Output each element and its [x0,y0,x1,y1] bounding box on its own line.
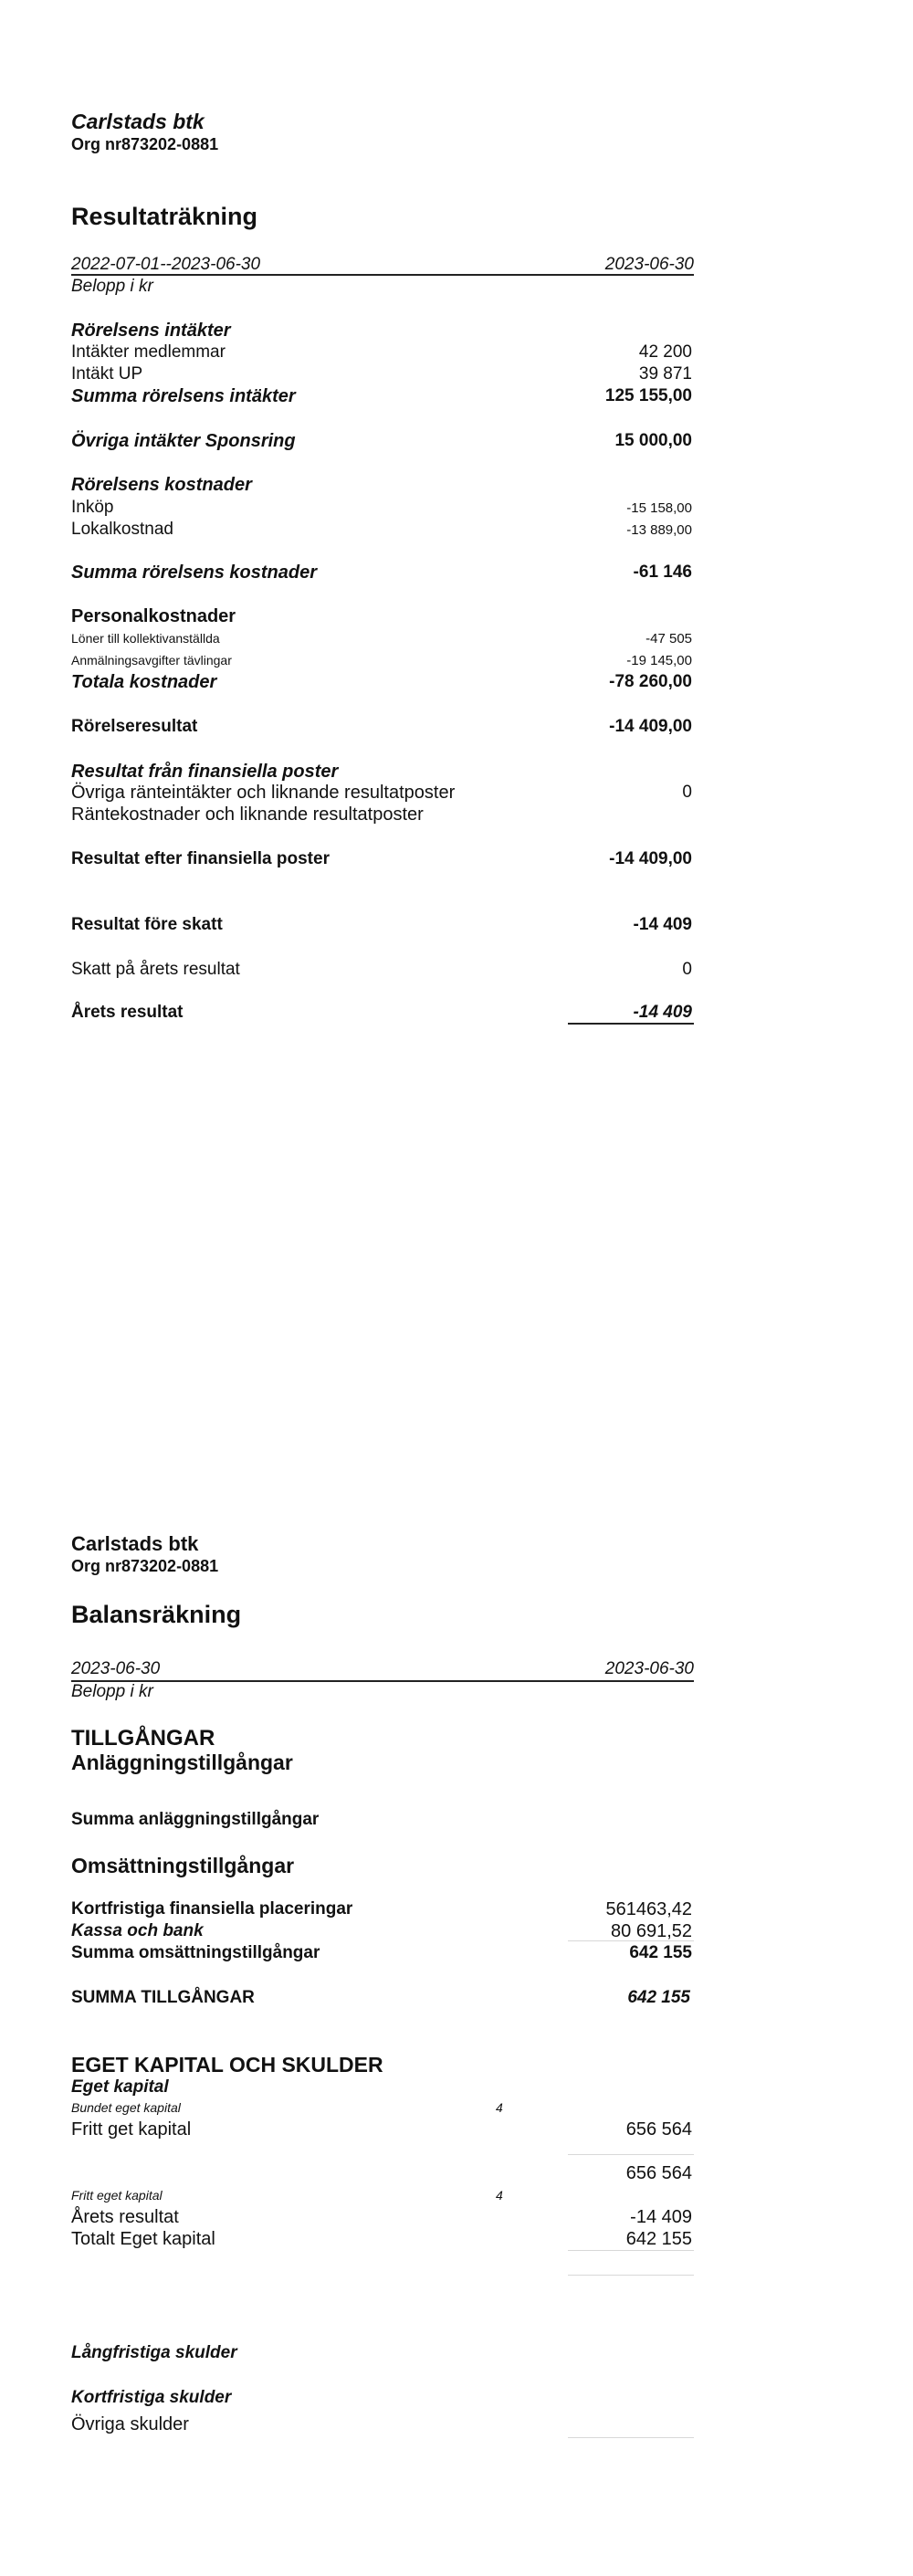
date-left-label: 2023-06-30 [71,1659,161,1678]
company-name: Carlstads btk [71,110,205,133]
value-subtotal-eget: 656 564 [625,2163,692,2183]
company-name: Carlstads btk [71,1532,199,1555]
page-title: Balansräkning [71,1601,242,1628]
header-rule [71,274,694,276]
row-summa-tillgangar: SUMMA TILLGÅNGAR [71,1988,255,2007]
heading-omsattning: Omsättningstillgångar [71,1854,295,1877]
value-loner: -47 505 [645,631,692,647]
row-summa-kostnader: Summa rörelsens kostnader [71,563,317,583]
row-bundet-eget-kapital: Bundet eget kapital [71,2100,181,2115]
section-rorelsens-intakter: Rörelsens intäkter [71,321,231,341]
row-summa-anlaggning: Summa anläggningstillgångar [71,1810,320,1829]
heading-langfristiga-skulder: Långfristiga skulder [71,2343,237,2362]
value-arets-resultat: -14 409 [630,2207,692,2227]
value-ovriga-intakter: 15 000,00 [614,431,692,450]
section-personalkostnader: Personalkostnader [71,606,236,626]
subtotal-rule [568,1940,694,1941]
value-efter-finansiella: -14 409,00 [609,849,692,868]
row-fritt-eget-kapital: Fritt eget kapital [71,2188,163,2203]
note-fritt-eget: 4 [496,2188,503,2203]
value-intakt-up: 39 871 [638,364,692,384]
row-loner: Löner till kollektivanställda [71,631,220,646]
value-summa-kostnader: -61 146 [633,563,692,582]
value-totala-kostnader: -78 260,00 [609,672,692,691]
row-ovriga-skulder: Övriga skulder [71,2414,189,2434]
value-totalt-eget-kapital: 642 155 [625,2229,692,2249]
row-arets-resultat: Årets resultat [71,2207,179,2227]
row-ranteintakter: Övriga ränteintäkter och liknande resultatposter [71,783,456,803]
section-rorelsens-kostnader: Rörelsens kostnader [71,475,252,495]
row-summa-intakter: Summa rörelsens intäkter [71,386,296,406]
row-kortfristiga-placeringar: Kortfristiga finansiella placeringar [71,1899,353,1919]
note-bundet: 4 [496,2100,503,2115]
row-lokalkostnad: Lokalkostnad [71,520,173,539]
section-finansiella-poster: Resultat från finansiella poster [71,762,339,782]
value-summa-omsattning: 642 155 [629,1943,692,1962]
heading-tillgangar: TILLGÅNGAR [71,1726,215,1751]
heading-eget-kapital-skulder: EGET KAPITAL OCH SKULDER [71,2053,383,2077]
period-label: 2022-07-01--2023-06-30 [71,255,261,274]
unit-label: Belopp i kr [71,277,153,296]
value-anmalning: -19 145,00 [626,653,692,668]
row-kassa-bank: Kassa och bank [71,1921,204,1940]
row-fritt-get-kapital: Fritt get kapital [71,2119,192,2140]
value-skatt: 0 [682,960,692,979]
result-underline [568,1023,694,1025]
value-kassa-bank: 80 691,52 [611,1921,692,1941]
value-intakter-medlemmar: 42 200 [638,342,692,362]
value-ranteintakter: 0 [682,783,692,802]
total-rule [568,2250,694,2251]
value-arets-resultat: -14 409 [633,1003,692,1022]
page-title: Resultaträkning [71,203,258,230]
value-inkop: -15 158,00 [626,500,692,516]
row-totalt-eget-kapital: Totalt Eget kapital [71,2229,215,2249]
date-label: 2023-06-30 [604,255,694,274]
value-kortfristiga-placeringar: 561463,42 [605,1899,692,1919]
value-lokalkostnad: -13 889,00 [626,522,692,538]
value-fritt-get-kapital: 656 564 [625,2119,692,2140]
header-rule [71,1680,694,1682]
row-intakter-medlemmar: Intäkter medlemmar [71,342,226,362]
value-summa-tillgangar: 642 155 [627,1988,690,2007]
row-skatt: Skatt på årets resultat [71,960,240,979]
row-ovriga-intakter: Övriga intäkter Sponsring [71,431,296,451]
row-rorelseresultat: Rörelseresultat [71,717,198,736]
heading-anlaggning: Anläggningstillgångar [71,1751,293,1774]
value-fore-skatt: -14 409 [633,915,692,934]
unit-label: Belopp i kr [71,1682,153,1701]
row-intakt-up: Intäkt UP [71,364,143,384]
row-efter-finansiella: Resultat efter finansiella poster [71,849,330,868]
row-summa-omsattning: Summa omsättningstillgångar [71,1943,320,1962]
heading-kortfristiga-skulder: Kortfristiga skulder [71,2388,232,2407]
row-rantekostnader: Räntekostnader och liknande resultatposter [71,804,424,825]
row-arets-resultat: Årets resultat [71,1003,184,1022]
bottom-rule [568,2437,694,2438]
org-number: Org nr873202-0881 [71,135,219,153]
total-rule-2 [568,2275,694,2276]
value-summa-intakter: 125 155,00 [604,386,692,405]
row-totala-kostnader: Totala kostnader [71,672,217,692]
value-rorelseresultat: -14 409,00 [609,717,692,736]
row-fore-skatt: Resultat före skatt [71,915,223,934]
row-anmalning: Anmälningsavgifter tävlingar [71,653,232,668]
date-right-label: 2023-06-30 [604,1659,694,1678]
subtotal-rule [568,2154,694,2155]
org-number: Org nr873202-0881 [71,1557,219,1575]
heading-eget-kapital: Eget kapital [71,2077,169,2097]
row-inkop: Inköp [71,498,114,517]
